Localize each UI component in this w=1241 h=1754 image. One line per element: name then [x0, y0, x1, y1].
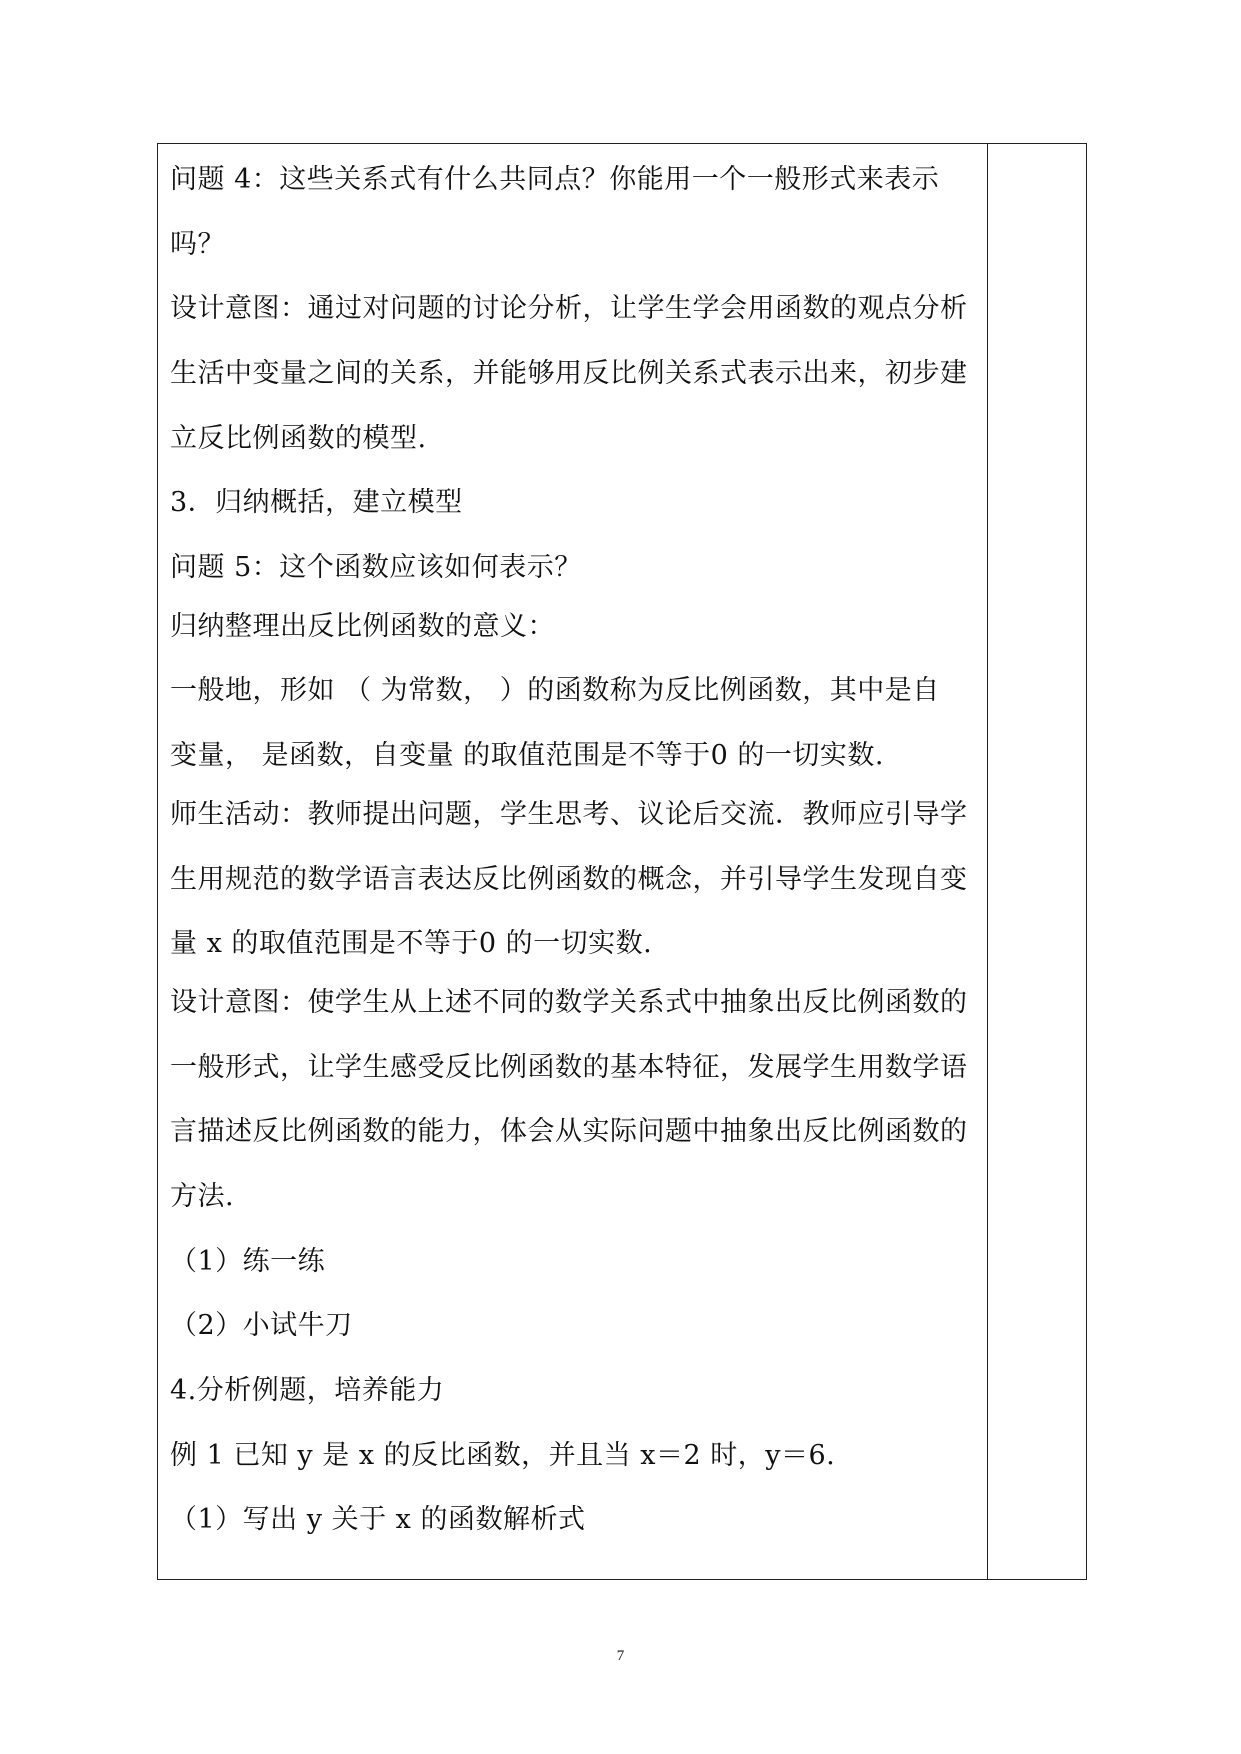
text-line: 问题 4：这些关系式有什么共同点？你能用一个一般形式来表示: [170, 165, 940, 195]
text-line: 变量， 是函数，自变量 的取值范围是不等于0 的一切实数.: [170, 741, 885, 771]
text-line: 生用规范的数学语言表达反比例函数的概念，并引导学生发现自变: [170, 865, 968, 895]
text-line: 设计意图：通过对问题的讨论分析，让学生学会用函数的观点分析: [170, 294, 968, 324]
text-line: （2）小试牛刀: [170, 1311, 353, 1341]
section-heading: 3．归纳概括，建立模型: [170, 488, 463, 518]
text-line: （1）写出 y 关于 x 的函数解析式: [170, 1505, 586, 1535]
text-line: 归纳整理出反比例函数的意义：: [170, 612, 555, 642]
text-line: 立反比例函数的模型.: [170, 424, 427, 454]
text-line: 问题 5：这个函数应该如何表示？: [170, 553, 582, 583]
section-heading: 4.分析例题，培养能力: [170, 1376, 445, 1406]
page-number: 7: [616, 1648, 625, 1664]
text-line: 一般地，形如 （ 为常数， ）的函数称为反比例函数，其中是自: [170, 676, 940, 706]
lesson-content: [170, 150, 982, 1535]
text-line: 方法.: [170, 1182, 235, 1212]
text-line: 一般形式，让学生感受反比例函数的基本特征，发展学生用数学语: [170, 1053, 968, 1083]
table-column-divider: [987, 143, 988, 1580]
text-line: （1）练一练: [170, 1247, 326, 1277]
text-line: 设计意图：使学生从上述不同的数学关系式中抽象出反比例函数的: [170, 988, 968, 1018]
text-line: 师生活动：教师提出问题，学生思考、议论后交流．教师应引导学: [170, 800, 968, 830]
text-line: 量 x 的取值范围是不等于0 的一切实数.: [170, 929, 653, 959]
text-line: 言描述反比例函数的能力，体会从实际问题中抽象出反比例函数的: [170, 1117, 968, 1147]
text-line: 例 1 已知 y 是 x 的反比函数，并且当 x＝2 时，y＝6.: [170, 1441, 836, 1471]
text-line: 生活中变量之间的关系，并能够用反比例关系式表示出来，初步建: [170, 359, 968, 389]
text-line: 吗？: [170, 230, 225, 260]
